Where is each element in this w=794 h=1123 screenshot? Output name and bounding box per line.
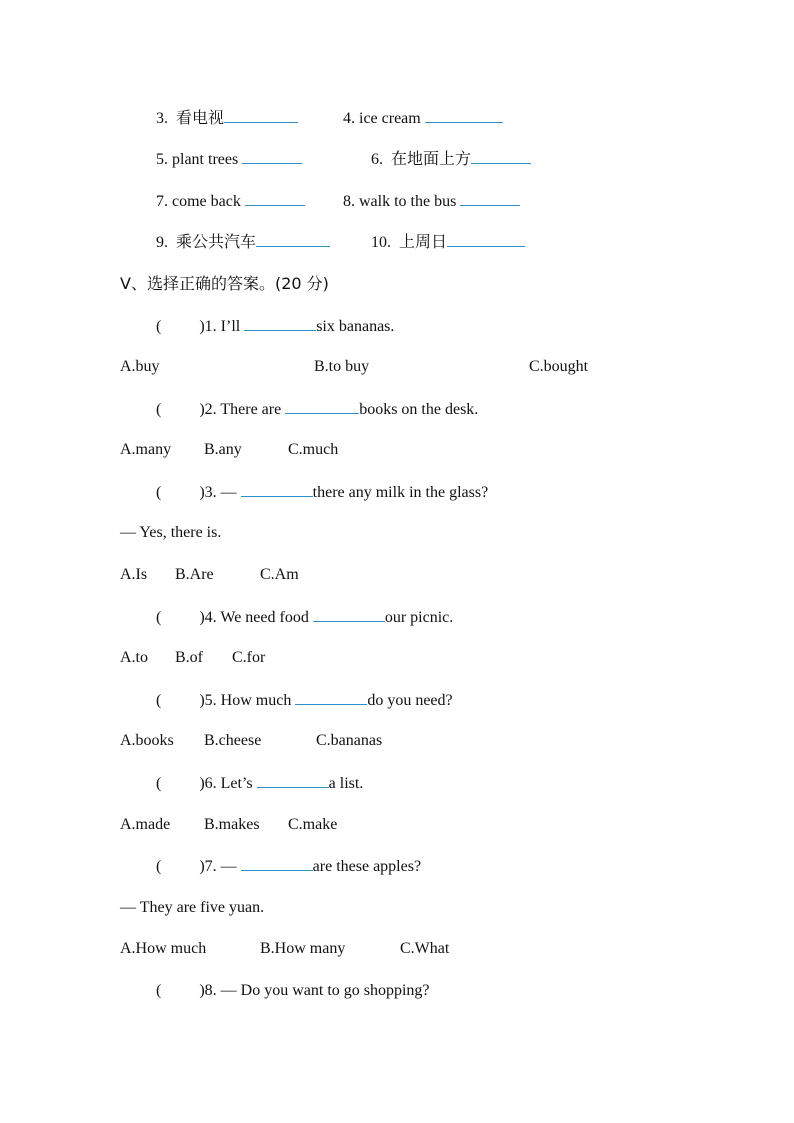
q7-answer: — They are five yuan. xyxy=(120,899,265,916)
q5-option-c[interactable]: C.bananas xyxy=(316,732,383,749)
q3-answer: — Yes, there is. xyxy=(120,524,222,541)
vocab-item-8 xyxy=(343,191,520,212)
question-1: ( )1. I’ll six bananas. xyxy=(156,318,395,335)
question-7: ( )7. — are these apples? xyxy=(156,858,422,875)
answer-blank[interactable] xyxy=(241,482,313,497)
q4-option-a[interactable]: A.to xyxy=(120,649,148,666)
question-4: ( )4. We need food our picnic. xyxy=(156,609,454,626)
answer-paren: ( xyxy=(156,692,162,709)
item-number: 9. xyxy=(156,234,168,251)
vocab-item-4 xyxy=(343,108,503,129)
question-5: ( )5. How much do you need? xyxy=(156,692,453,709)
vocab-item-3 xyxy=(156,108,298,129)
vocab-item-6 xyxy=(371,149,531,170)
item-text: 乘公共汽车 xyxy=(176,234,257,251)
item-text: ice cream xyxy=(359,110,421,127)
item-text: 上周日 xyxy=(399,234,448,251)
vocab-item-5 xyxy=(156,149,302,170)
item-number: 4. xyxy=(343,110,355,127)
answer-paren: ( xyxy=(156,858,162,875)
answer-blank[interactable] xyxy=(295,690,367,705)
item-number: 6. xyxy=(371,151,383,168)
q6-option-a[interactable]: A.made xyxy=(120,816,171,833)
item-number: 10. xyxy=(371,234,391,251)
q2-option-a[interactable]: A.many xyxy=(120,441,172,458)
answer-paren: ( xyxy=(156,982,162,999)
answer-blank[interactable] xyxy=(224,108,298,123)
answer-blank[interactable] xyxy=(244,316,316,331)
q2-option-b[interactable]: B.any xyxy=(204,441,242,458)
item-text: plant trees xyxy=(172,151,239,168)
item-number: 7. xyxy=(156,193,168,210)
q7-option-a[interactable]: A.How much xyxy=(120,940,207,957)
q1-option-b[interactable]: B.to buy xyxy=(314,358,370,375)
question-3: ( )3. — there any milk in the glass? xyxy=(156,484,489,501)
answer-blank[interactable] xyxy=(256,232,330,247)
answer-blank[interactable] xyxy=(447,232,525,247)
item-number: 8. xyxy=(343,193,355,210)
q3-option-b[interactable]: B.Are xyxy=(175,566,214,583)
question-8: ( )8. — Do you want to go shopping? xyxy=(156,982,430,999)
answer-paren: ( xyxy=(156,775,162,792)
answer-paren: ( xyxy=(156,609,162,626)
item-text: 在地面上方 xyxy=(391,151,472,168)
item-number: 3. xyxy=(156,110,168,127)
item-text: 看电视 xyxy=(176,110,225,127)
q4-option-c[interactable]: C.for xyxy=(232,649,266,666)
item-text: walk to the bus xyxy=(359,193,457,210)
q3-option-a[interactable]: A.Is xyxy=(120,566,148,583)
item-text: come back xyxy=(172,193,241,210)
answer-blank[interactable] xyxy=(241,856,313,871)
vocab-item-10 xyxy=(371,232,525,253)
question-6: ( )6. Let’s a list. xyxy=(156,775,364,792)
answer-blank[interactable] xyxy=(245,191,305,206)
question-2: ( )2. There are books on the desk. xyxy=(156,401,479,418)
q2-option-c[interactable]: C.much xyxy=(288,441,339,458)
answer-blank[interactable] xyxy=(257,773,329,788)
answer-blank[interactable] xyxy=(460,191,520,206)
q6-option-b[interactable]: B.makes xyxy=(204,816,260,833)
q4-option-b[interactable]: B.of xyxy=(175,649,203,666)
section-title: Ⅴ、选择正确的答案。(20 分) xyxy=(120,274,329,293)
answer-blank[interactable] xyxy=(242,149,302,164)
answer-blank[interactable] xyxy=(313,607,385,622)
q6-option-c[interactable]: C.make xyxy=(288,816,338,833)
item-number: 5. xyxy=(156,151,168,168)
vocab-item-9 xyxy=(156,232,330,253)
answer-paren: ( xyxy=(156,484,162,501)
q5-option-a[interactable]: A.books xyxy=(120,732,174,749)
q3-option-c[interactable]: C.Am xyxy=(260,566,299,583)
q5-option-b[interactable]: B.cheese xyxy=(204,732,262,749)
answer-blank[interactable] xyxy=(471,149,531,164)
answer-blank[interactable] xyxy=(285,399,359,414)
q1-option-c[interactable]: C.bought xyxy=(529,358,589,375)
answer-blank[interactable] xyxy=(425,108,503,123)
q7-option-c[interactable]: C.What xyxy=(400,940,450,957)
q7-option-b[interactable]: B.How many xyxy=(260,940,346,957)
q1-option-a[interactable]: A.buy xyxy=(120,358,160,375)
answer-paren: ( xyxy=(156,318,162,335)
answer-paren: ( xyxy=(156,401,162,418)
vocab-item-7 xyxy=(156,191,305,212)
